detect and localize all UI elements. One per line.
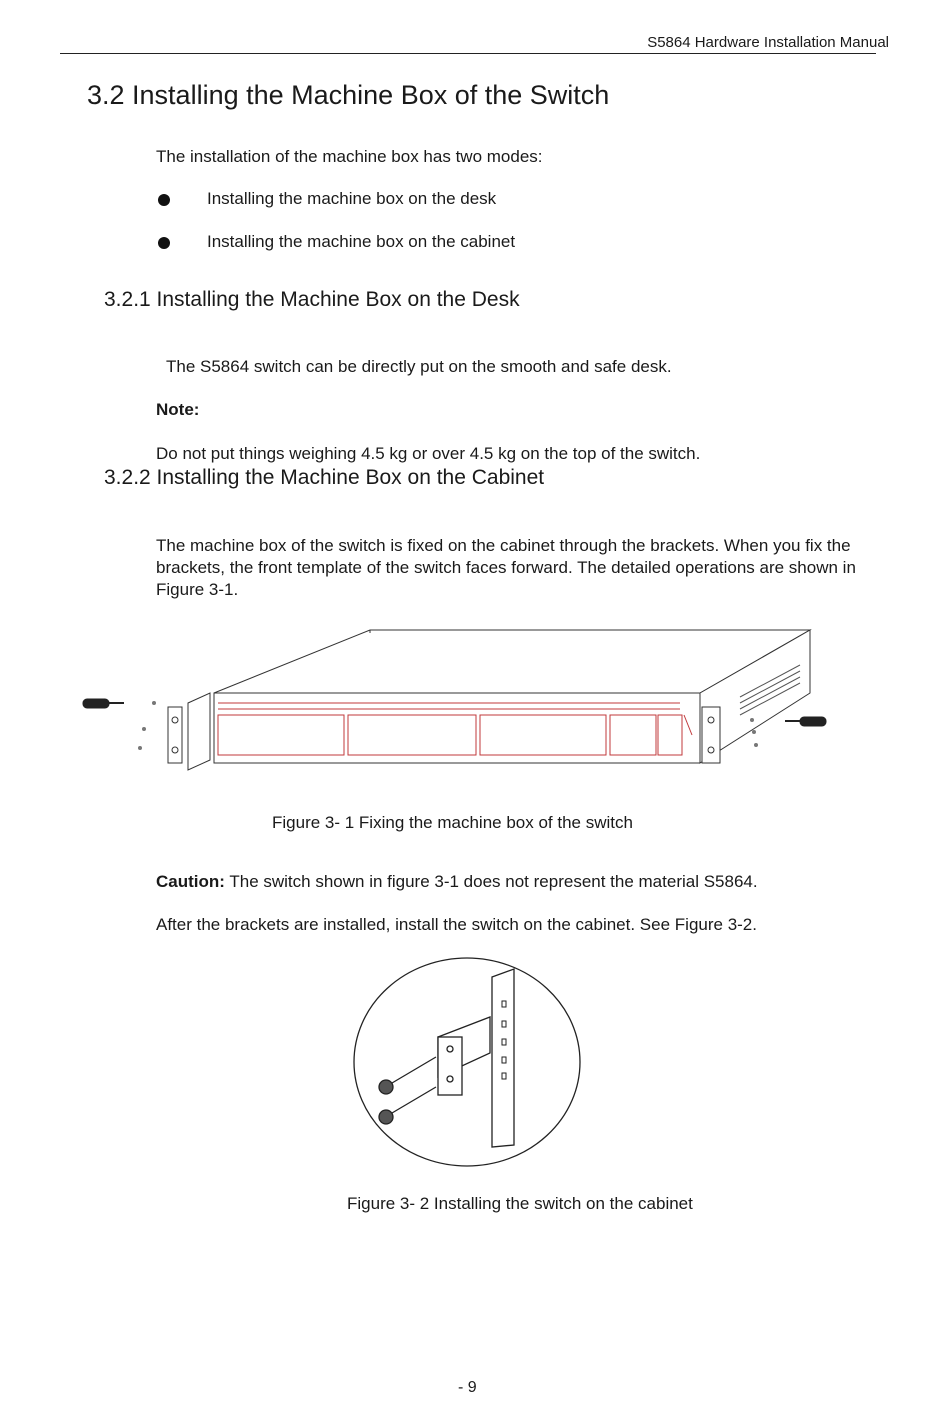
header-rule bbox=[60, 53, 876, 54]
caution-text: The switch shown in figure 3-1 does not represent the material S5864. bbox=[224, 872, 758, 891]
subsection-title-cabinet: 3.2.2 Installing the Machine Box on the Cabinet bbox=[104, 466, 545, 489]
caution-label: Caution: bbox=[156, 872, 225, 891]
bullet-icon bbox=[158, 237, 170, 249]
after-brackets-text: After the brackets are installed, install the switch on the cabinet. See Figure 3-2. bbox=[156, 915, 757, 934]
note-label: Note: bbox=[156, 400, 200, 419]
section-title: 3.2 Installing the Machine Box of the Switch bbox=[87, 80, 610, 110]
running-header: S5864 Hardware Installation Manual bbox=[647, 34, 889, 51]
figure1-caption: Figure 3- 1 Fixing the machine box of the switch bbox=[272, 813, 633, 832]
bullet-item-desk: Installing the machine box on the desk bbox=[207, 189, 497, 208]
figure-cabinet-mount bbox=[352, 955, 584, 1169]
section-intro: The installation of the machine box has two modes: bbox=[156, 147, 543, 166]
cabinet-paragraph: The machine box of the switch is fixed on the cabinet through the brackets. When you fix the brackets, the front template of the switch faces forward. The detailed operations are shown in Figure 3-1. bbox=[156, 536, 856, 599]
subsection-title-desk: 3.2.1 Installing the Machine Box on the Desk bbox=[104, 288, 520, 311]
bullet-icon bbox=[158, 194, 170, 206]
desk-paragraph: The S5864 switch can be directly put on the smooth and safe desk. bbox=[166, 357, 672, 376]
caution-line bbox=[156, 872, 758, 892]
figure-switch-brackets bbox=[80, 625, 860, 775]
page-number: - 9 bbox=[458, 1379, 477, 1396]
figure2-caption: Figure 3- 2 Installing the switch on the cabinet bbox=[347, 1194, 693, 1213]
bullet-item-cabinet: Installing the machine box on the cabinet bbox=[207, 232, 516, 251]
note-text: Do not put things weighing 4.5 kg or over 4.5 kg on the top of the switch. bbox=[156, 444, 701, 463]
